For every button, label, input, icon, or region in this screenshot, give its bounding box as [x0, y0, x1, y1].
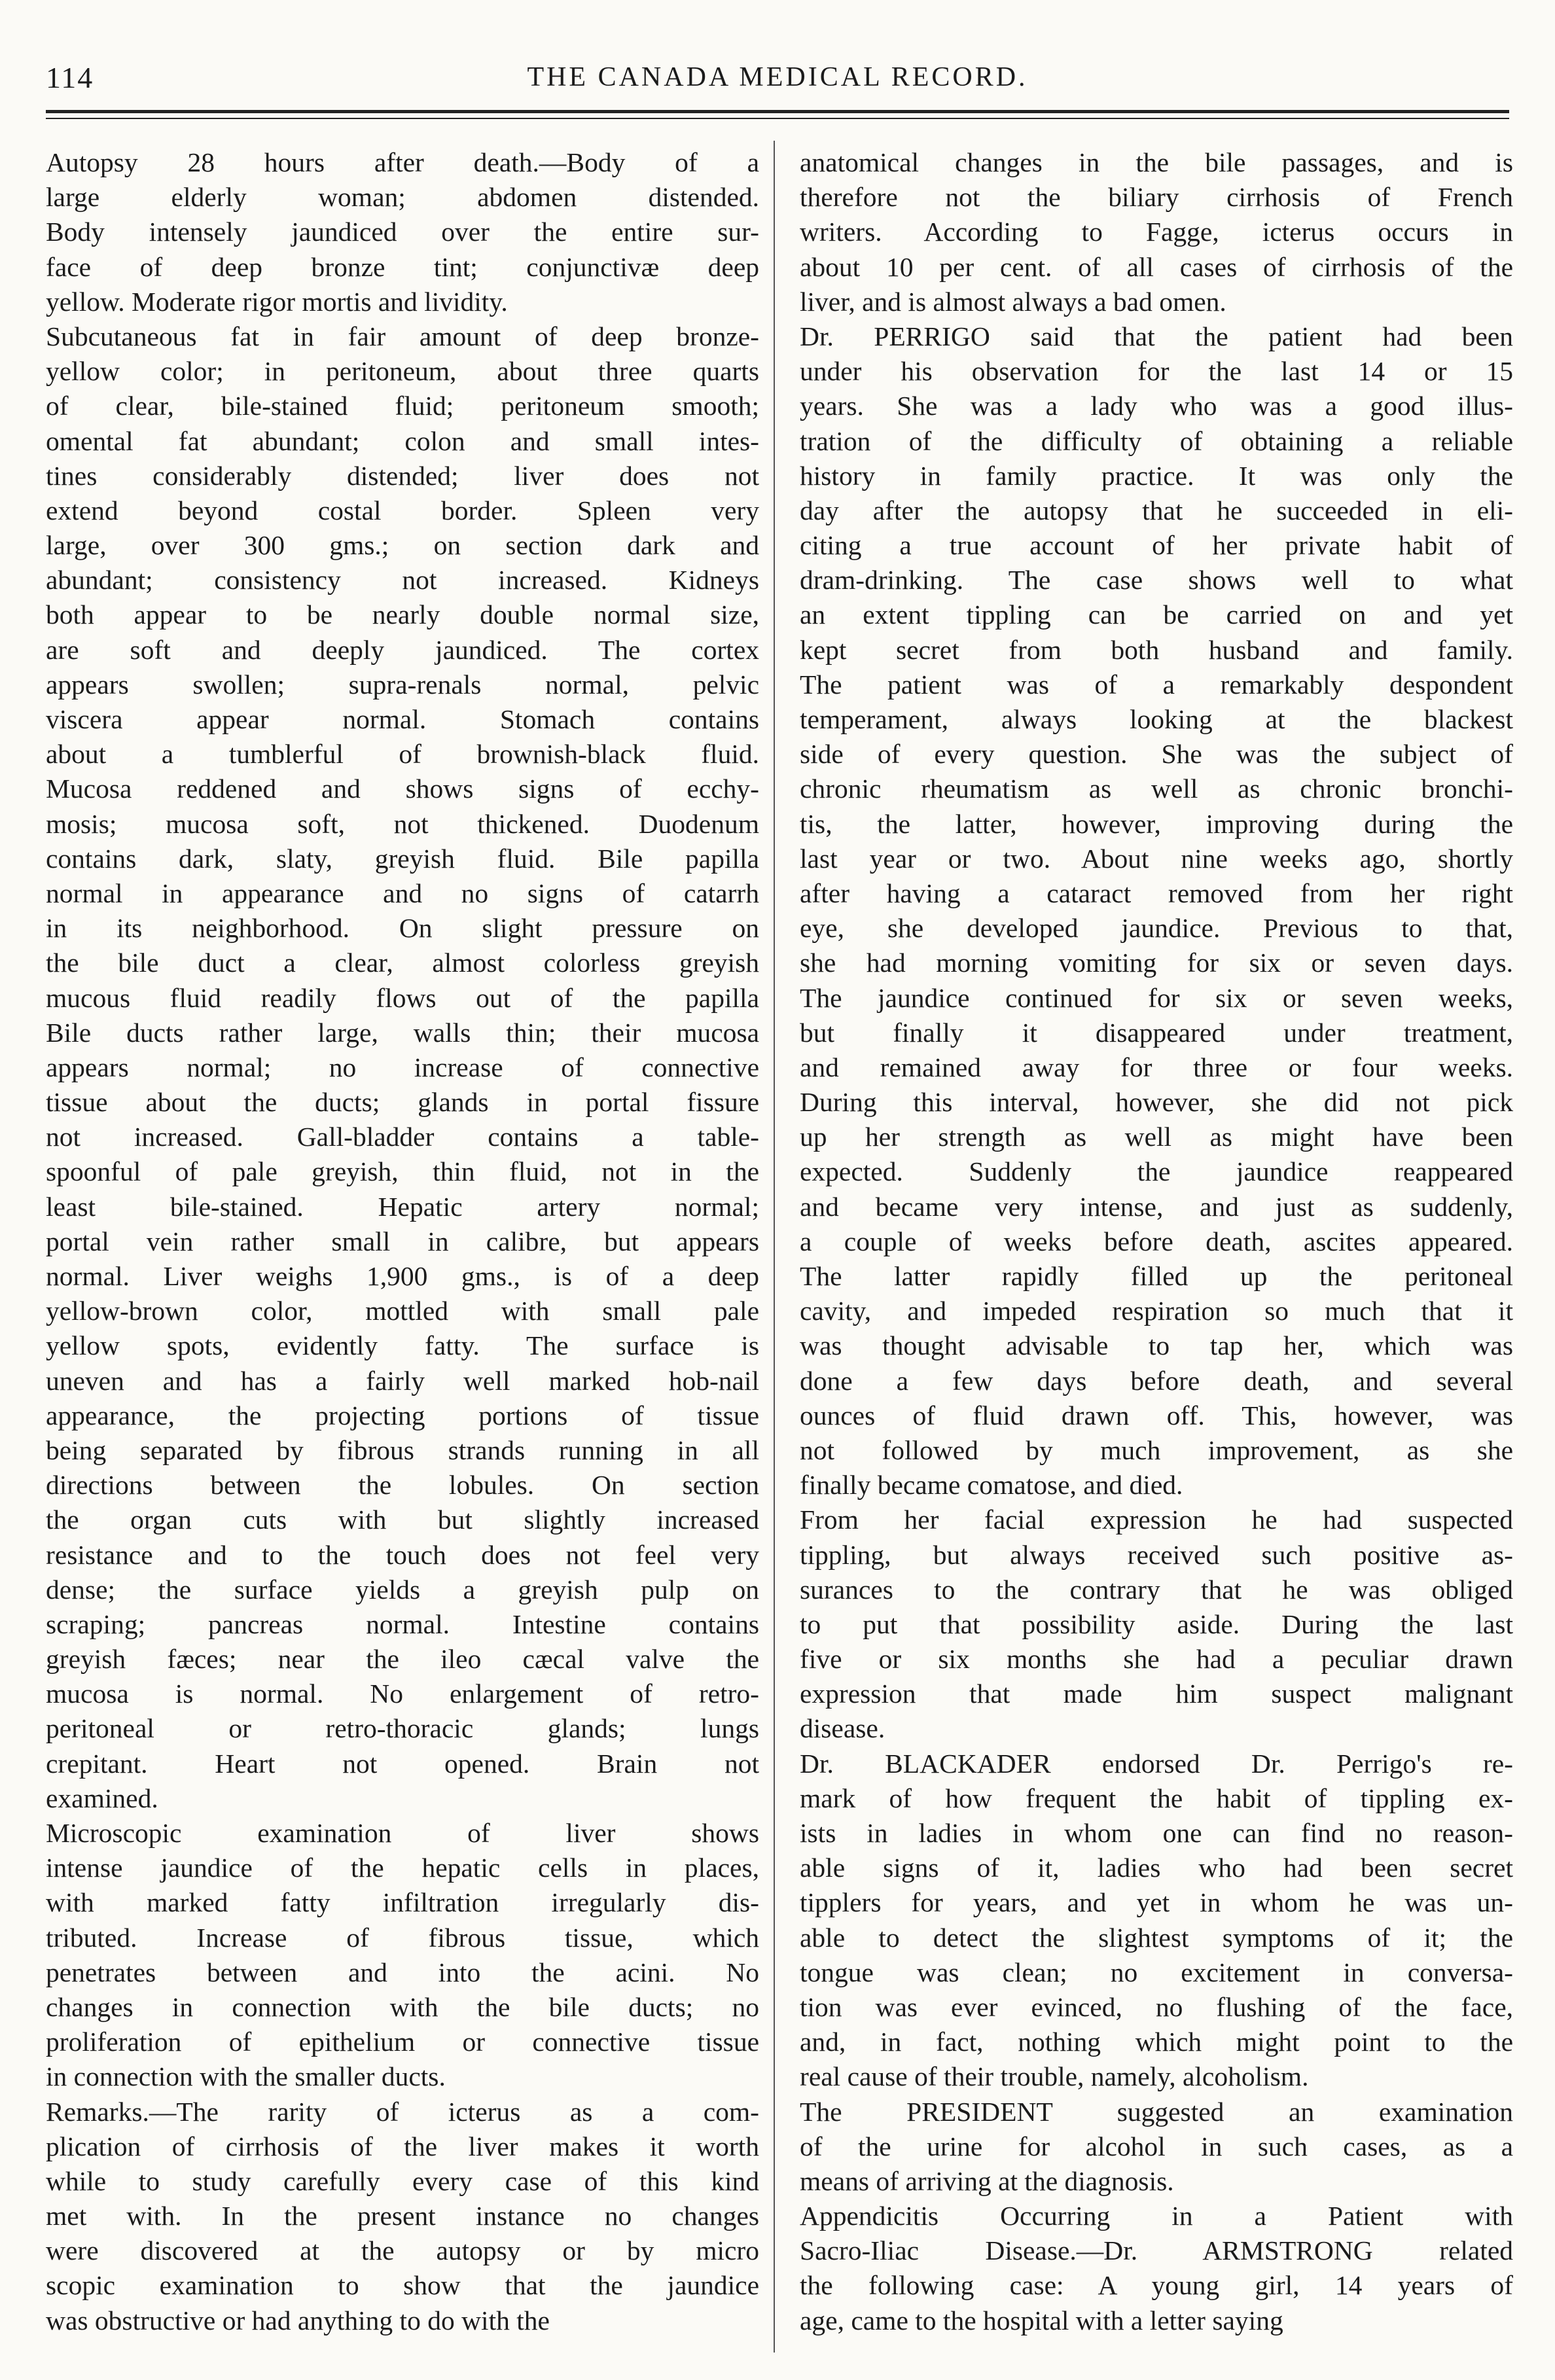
- right-column: [800, 145, 1513, 2338]
- text-line: yellow-brown color, mottled with small pale: [46, 1296, 759, 1326]
- text-line: yellow spots, evidently fatty. The surface is: [46, 1330, 759, 1361]
- text-line: tion was ever evinced, no flushing of the face,: [800, 1991, 1513, 2022]
- text-line: up her strength as well as might have been: [800, 1122, 1513, 1152]
- text-line: under his observation for the last 14 or 15: [800, 356, 1513, 387]
- text-line: met with. In the present instance no changes: [46, 2201, 759, 2231]
- text-line: The patient was of a remarkably despondent: [800, 669, 1513, 700]
- text-line: spoonful of pale greyish, thin fluid, not in the: [46, 1156, 759, 1187]
- text-line: Dr. PERRIGO said that the patient had been: [800, 321, 1513, 351]
- running-title: THE CANADA MEDICAL RECORD.: [527, 62, 1028, 92]
- text-line: expression that made him suspect malignant: [800, 1678, 1513, 1709]
- text-line: ists in ladies in whom one can find no reason-: [800, 1818, 1513, 1848]
- text-line: intense jaundice of the hepatic cells in places,: [46, 1853, 759, 1883]
- text-line: The PRESIDENT suggested an examination: [800, 2096, 1513, 2127]
- text-line: From her facial expression he had suspected: [800, 1504, 1513, 1535]
- text-line: after having a cataract removed from her right: [800, 878, 1513, 908]
- text-line: real cause of their trouble, namely, alcoholism.: [800, 2061, 1309, 2092]
- text-line: Sacro-Iliac Disease.—Dr. ARMSTRONG related: [800, 2235, 1513, 2266]
- text-line: resistance and to the touch does not feel very: [46, 1539, 759, 1570]
- text-line: surances to the contrary that he was obliged: [800, 1574, 1513, 1605]
- text-line: Body intensely jaundiced over the entire sur-: [46, 217, 759, 247]
- text-line: dram-drinking. The case shows well to what: [800, 565, 1513, 595]
- text-line: face of deep bronze tint; conjunctivæ deep: [46, 251, 759, 282]
- text-line: about a tumblerful of brownish-black fluid.: [46, 739, 759, 770]
- text-line: a couple of weeks before death, ascites appeared.: [800, 1226, 1513, 1256]
- text-line: plication of cirrhosis of the liver makes it worth: [46, 2131, 759, 2161]
- text-line: mucosa is normal. No enlargement of retro-: [46, 1678, 759, 1709]
- text-line: portal vein rather small in calibre, but appears: [46, 1226, 759, 1256]
- text-line: about 10 per cent. of all cases of cirrhosis of the: [800, 251, 1513, 282]
- text-line: done a few days before death, and several: [800, 1365, 1513, 1396]
- text-line: both appear to be nearly double normal size,: [46, 599, 759, 630]
- text-line: omental fat abundant; colon and small intes-: [46, 425, 759, 456]
- text-line: mucous fluid readily flows out of the papilla: [46, 982, 759, 1013]
- text-line: were discovered at the autopsy or by micro: [46, 2235, 759, 2266]
- text-line: and remained away for three or four weeks.: [800, 1052, 1513, 1082]
- text-line: and became very intense, and just as suddenly,: [800, 1191, 1513, 1222]
- text-line: appears swollen; supra-renals normal, pelvic: [46, 669, 759, 700]
- text-line: yellow. Moderate rigor mortis and lividity.: [46, 286, 508, 317]
- text-line: tines considerably distended; liver does not: [46, 460, 759, 491]
- left-column: [46, 145, 759, 2338]
- text-line: the organ cuts with but slightly increased: [46, 1504, 759, 1535]
- text-line: Dr. BLACKADER endorsed Dr. Perrigo's re-: [800, 1748, 1513, 1779]
- text-line: Mucosa reddened and shows signs of ecchy-: [46, 773, 759, 804]
- text-line: tippling, but always received such positive as-: [800, 1539, 1513, 1570]
- text-line: contains dark, slaty, greyish fluid. Bile papilla: [46, 843, 759, 874]
- text-line: large, over 300 gms.; on section dark and: [46, 530, 759, 561]
- text-line: liver, and is almost always a bad omen.: [800, 286, 1226, 317]
- text-line: crepitant. Heart not opened. Brain not: [46, 1748, 759, 1779]
- text-line: eye, she developed jaundice. Previous to that,: [800, 913, 1513, 944]
- text-line: while to study carefully every case of this kind: [46, 2165, 759, 2196]
- text-line: day after the autopsy that he succeeded in eli-: [800, 495, 1513, 525]
- text-line: kept secret from both husband and family.: [800, 634, 1513, 665]
- text-line: Remarks.—The rarity of icterus as a com-: [46, 2096, 759, 2127]
- text-line: abundant; consistency not increased. Kidneys: [46, 565, 759, 595]
- text-line: therefore not the biliary cirrhosis of French: [800, 182, 1513, 213]
- text-line: The jaundice continued for six or seven weeks,: [800, 982, 1513, 1013]
- text-line: able signs of it, ladies who had been secret: [800, 1853, 1513, 1883]
- text-line: scraping; pancreas normal. Intestine contains: [46, 1608, 759, 1639]
- text-line: During this interval, however, she did not pick: [800, 1087, 1513, 1118]
- text-line: of clear, bile-stained fluid; peritoneum smooth;: [46, 391, 759, 421]
- text-line: changes in connection with the bile ducts; no: [46, 1991, 759, 2022]
- text-line: yellow color; in peritoneum, about three quarts: [46, 356, 759, 387]
- header-rule-thick: [46, 110, 1509, 113]
- text-line: was obstructive or had anything to do with the: [46, 2305, 550, 2336]
- text-line: in its neighborhood. On slight pressure on: [46, 913, 759, 944]
- text-line: Microscopic examination of liver shows: [46, 1818, 759, 1848]
- text-line: proliferation of epithelium or connective tissue: [46, 2027, 759, 2057]
- text-line: Autopsy 28 hours after death.—Body of a: [46, 147, 759, 177]
- text-line: extend beyond costal border. Spleen very: [46, 495, 759, 525]
- text-line: are soft and deeply jaundiced. The cortex: [46, 634, 759, 665]
- text-line: being separated by fibrous strands running in all: [46, 1434, 759, 1465]
- text-line: she had morning vomiting for six or seven days.: [800, 948, 1513, 978]
- text-line: least bile-stained. Hepatic artery normal;: [46, 1191, 759, 1222]
- text-line: anatomical changes in the bile passages, and is: [800, 147, 1513, 177]
- text-line: not increased. Gall-bladder contains a table-: [46, 1122, 759, 1152]
- text-line: tration of the difficulty of obtaining a reliable: [800, 425, 1513, 456]
- text-line: penetrates between and into the acini. No: [46, 1957, 759, 1987]
- text-line: five or six months she had a peculiar drawn: [800, 1644, 1513, 1675]
- text-line: tongue was clean; no excitement in conversa-: [800, 1957, 1513, 1987]
- text-line: disease.: [800, 1713, 885, 1744]
- text-line: dense; the surface yields a greyish pulp on: [46, 1574, 759, 1605]
- text-line: writers. According to Fagge, icterus occurs in: [800, 217, 1513, 247]
- text-line: tributed. Increase of fibrous tissue, which: [46, 1922, 759, 1953]
- text-line: Bile ducts rather large, walls thin; their mucosa: [46, 1017, 759, 1048]
- text-line: mosis; mucosa soft, not thickened. Duodenum: [46, 808, 759, 839]
- text-line: to put that possibility aside. During the last: [800, 1608, 1513, 1639]
- text-line: finally became comatose, and died.: [800, 1470, 1183, 1501]
- text-line: Subcutaneous fat in fair amount of deep bronze-: [46, 321, 759, 351]
- text-line: mark of how frequent the habit of tippling ex-: [800, 1783, 1513, 1813]
- text-line: of the urine for alcohol in such cases, as a: [800, 2131, 1513, 2161]
- text-line: the following case: A young girl, 14 years of: [800, 2270, 1513, 2301]
- text-line: cavity, and impeded respiration so much that it: [800, 1296, 1513, 1326]
- text-line: tipplers for years, and yet in whom he was un-: [800, 1887, 1513, 1918]
- text-line: was thought advisable to tap her, which was: [800, 1330, 1513, 1361]
- text-line: ounces of fluid drawn off. This, however, was: [800, 1400, 1513, 1430]
- page-number: 114: [46, 61, 94, 94]
- text-line: chronic rheumatism as well as chronic bronchi-: [800, 773, 1513, 804]
- text-line: appearance, the projecting portions of tissue: [46, 1400, 759, 1430]
- text-line: years. She was a lady who was a good illus-: [800, 391, 1513, 421]
- text-line: greyish fæces; near the ileo cæcal valve the: [46, 1644, 759, 1675]
- text-line: the bile duct a clear, almost colorless greyish: [46, 948, 759, 978]
- text-line: scopic examination to show that the jaundice: [46, 2270, 759, 2301]
- text-line: with marked fatty infiltration irregularly dis-: [46, 1887, 759, 1918]
- text-line: directions between the lobules. On section: [46, 1470, 759, 1501]
- text-line: normal. Liver weighs 1,900 gms., is of a deep: [46, 1261, 759, 1291]
- page-header: [46, 60, 1509, 106]
- text-line: in connection with the smaller ducts.: [46, 2061, 446, 2092]
- text-line: tissue about the ducts; glands in portal fissure: [46, 1087, 759, 1118]
- text-line: temperament, always looking at the blackest: [800, 704, 1513, 734]
- text-line: age, came to the hospital with a letter saying: [800, 2305, 1283, 2336]
- text-line: The latter rapidly filled up the peritoneal: [800, 1261, 1513, 1291]
- text-line: tis, the latter, however, improving during the: [800, 808, 1513, 839]
- text-line: and, in fact, nothing which might point to the: [800, 2027, 1513, 2057]
- text-line: viscera appear normal. Stomach contains: [46, 704, 759, 734]
- column-divider: [774, 141, 775, 2353]
- text-line: uneven and has a fairly well marked hob-nail: [46, 1365, 759, 1396]
- text-line: appears normal; no increase of connective: [46, 1052, 759, 1082]
- text-line: an extent tippling can be carried on and yet: [800, 599, 1513, 630]
- text-line: Appendicitis Occurring in a Patient with: [800, 2201, 1513, 2231]
- text-line: last year or two. About nine weeks ago, shortly: [800, 843, 1513, 874]
- text-line: expected. Suddenly the jaundice reappeared: [800, 1156, 1513, 1187]
- text-line: able to detect the slightest symptoms of it; the: [800, 1922, 1513, 1953]
- header-rule-thin: [46, 118, 1509, 119]
- text-line: normal in appearance and no signs of catarrh: [46, 878, 759, 908]
- text-line: but finally it disappeared under treatment,: [800, 1017, 1513, 1048]
- text-line: side of every question. She was the subject of: [800, 739, 1513, 770]
- text-line: citing a true account of her private habit of: [800, 530, 1513, 561]
- text-line: history in family practice. It was only the: [800, 460, 1513, 491]
- text-line: means of arriving at the diagnosis.: [800, 2165, 1174, 2196]
- text-line: peritoneal or retro-thoracic glands; lungs: [46, 1713, 759, 1744]
- text-line: examined.: [46, 1783, 158, 1813]
- text-line: not followed by much improvement, as she: [800, 1434, 1513, 1465]
- text-line: large elderly woman; abdomen distended.: [46, 182, 759, 213]
